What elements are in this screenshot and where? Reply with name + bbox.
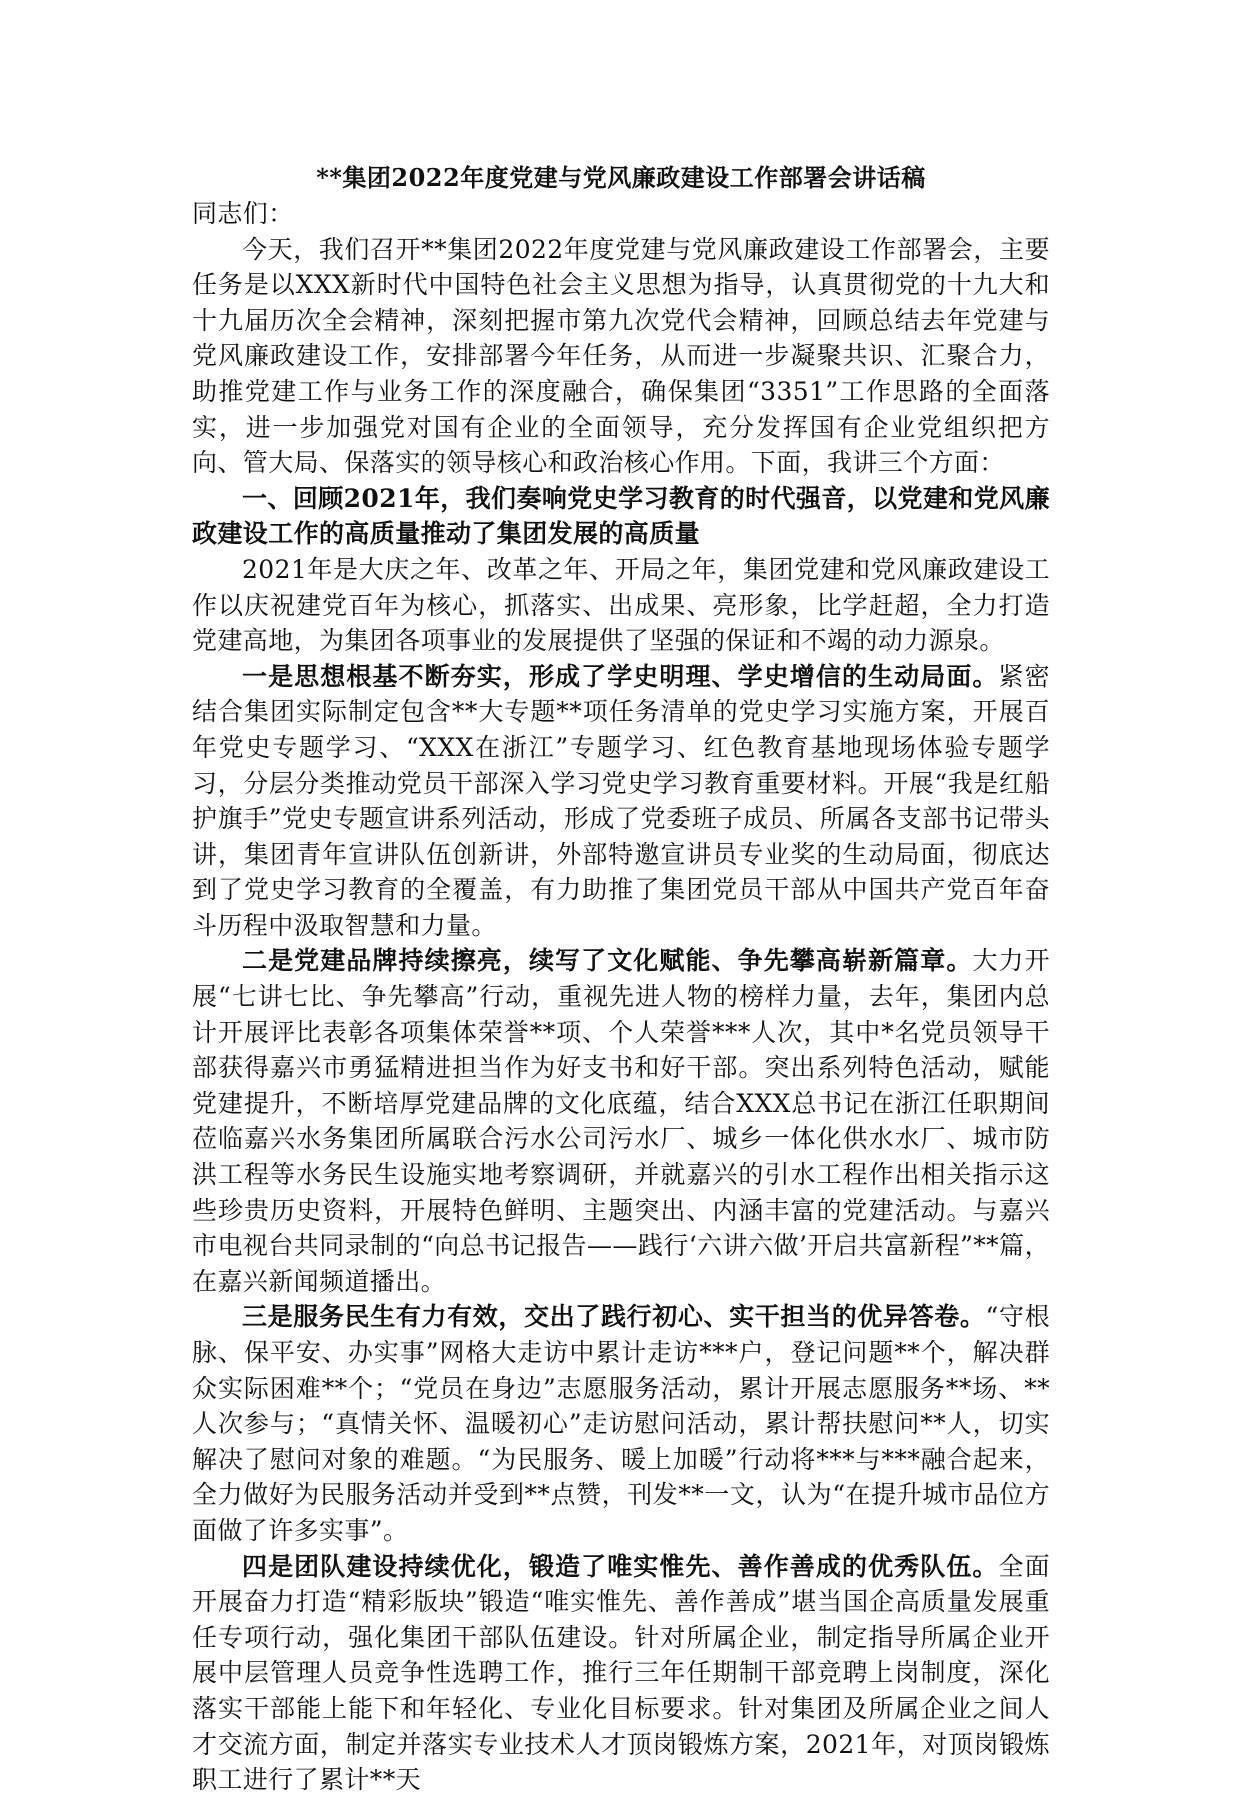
item-body-1: 紧密结合集团实际制定包含**大专题**项任务清单的党史学习实施方案，开展百年党史专题学习、“XXX在浙江”专题学习、红色教育基地现场体验专题学习，分层分类推动党员干部深入学习党史学习教育重要材料。开展“我是红船护旗手”党史专题宣讲系列活动，形成了党委班子成员、所属各支部书记带头讲，集团青年宣讲队伍创新讲，外部特邀宣讲员专业奖的生动局面，彻底达到了党史学习教育的全覆盖，有力助推了集团党员干部从中国共产党百年奋斗历程中汲取智慧和力量。 bbox=[192, 661, 1050, 940]
item-lead-1: 一是思想根基不断夯实，形成了学史明理、学史增信的生动局面。 bbox=[242, 661, 999, 691]
document-page bbox=[192, 160, 1050, 1798]
item-body-4: 全面开展奋力打造“精彩版块”锻造“唯实惟先、善作善成”堪当国企高质量发展重任专项行动，强化集团干部队伍建设。针对所属企业，制定指导所属企业开展中层管理人员竞争性选聘工作，推行三年任期制干部竞聘上岗制度，深化落实干部能上能下和年轻化、专业化目标要求。针对集团及所属企业之间人才交流方面，制定并落实专业技术人才顶岗锻炼方案，2021年，对顶岗锻炼职工进行了累计**天 bbox=[192, 1551, 1050, 1795]
item-paragraph-4 bbox=[192, 1549, 1050, 1798]
item-paragraph-3 bbox=[192, 1299, 1050, 1548]
section-1-intro: 2021年是大庆之年、改革之年、开局之年，集团党建和党风廉政建设工作以庆祝建党百年为核心，抓落实、出成果、亮形象，比学赶超，全力打造党建高地，为集团各项事业的发展提供了坚强的保证和不竭的动力源泉。 bbox=[192, 554, 1050, 656]
section-heading-1: 一、回顾2021年，我们奏响党史学习教育的时代强音，以党建和党风廉政建设工作的高质量推动了集团发展的高质量 bbox=[192, 483, 1050, 549]
document-title: **集团2022年度党建与党风廉政建设工作部署会讲话稿 bbox=[316, 163, 926, 192]
item-lead-3: 三是服务民生有力有效，交出了践行初心、实干担当的优异答卷。 bbox=[242, 1302, 986, 1332]
item-body-3: “守根脉、保平安、办实事”网格大走访中累计走访***户，登记问题**个，解决群众实际困难**个；“党员在身边”志愿服务活动，累计开展志愿服务**场、**人次参与；“真情关怀、温暖初心”走访慰问活动，累计帮扶慰问**人，切实解决了慰问对象的难题。“为民服务、暖上加暖”行动将***与***融合起来，全力做好为民服务活动并受到**点赞，刊发**一文，认为“在提升城市品位方面做了许多实事”。 bbox=[192, 1302, 1050, 1545]
item-lead-4: 四是团队建设持续优化，锻造了唯实惟先、善作善成的优秀队伍。 bbox=[242, 1551, 999, 1581]
intro-paragraph: 今天，我们召开**集团2022年度党建与党风廉政建设工作部署会，主要任务是以XXX新时代中国特色社会主义思想为指导，认真贯彻党的十九大和十九届历次全会精神，深刻把握市第九次党代会精神，回顾总结去年党建与党风廉政建设工作，安排部署今年任务，从而进一步凝聚共识、汇聚合力，助推党建工作与业务工作的深度融合，确保集团“3351”工作思路的全面落实，进一步加强党对国有企业的全面领导，充分发挥国有企业党组织把方向、管大局、保落实的领导核心和政治核心作用。下面，我讲三个方面： bbox=[192, 234, 1050, 478]
item-body-2: 大力开展“七讲七比、争先攀高”行动，重视先进人物的榜样力量，去年，集团内总计开展评比表彰各项集体荣誉**项、个人荣誉***人次，其中*名党员领导干部获得嘉兴市勇猛精进担当作为好支书和好干部。突出系列特色活动，赋能党建提升，不断培厚党建品牌的文化底蕴，结合XXX总书记在浙江任职期间莅临嘉兴水务集团所属联合污水公司污水厂、城乡一体化供水水厂、城市防洪工程等水务民生设施实地考察调研，并就嘉兴的引水工程作出相关指示这些珍贵历史资料，开展特色鲜明、主题突出、内涵丰富的党建活动。与嘉兴市电视台共同录制的“向总书记报告——践行‘六讲六做’开启共富新程”**篇，在嘉兴新闻频道播出。 bbox=[192, 946, 1051, 1296]
item-paragraph-1 bbox=[192, 659, 1050, 944]
item-lead-2: 二是党建品牌持续擦亮，续写了文化赋能、争先攀高崭新篇章。 bbox=[242, 946, 973, 976]
greeting: 同志们： bbox=[192, 199, 294, 228]
item-paragraph-2 bbox=[192, 943, 1050, 1299]
